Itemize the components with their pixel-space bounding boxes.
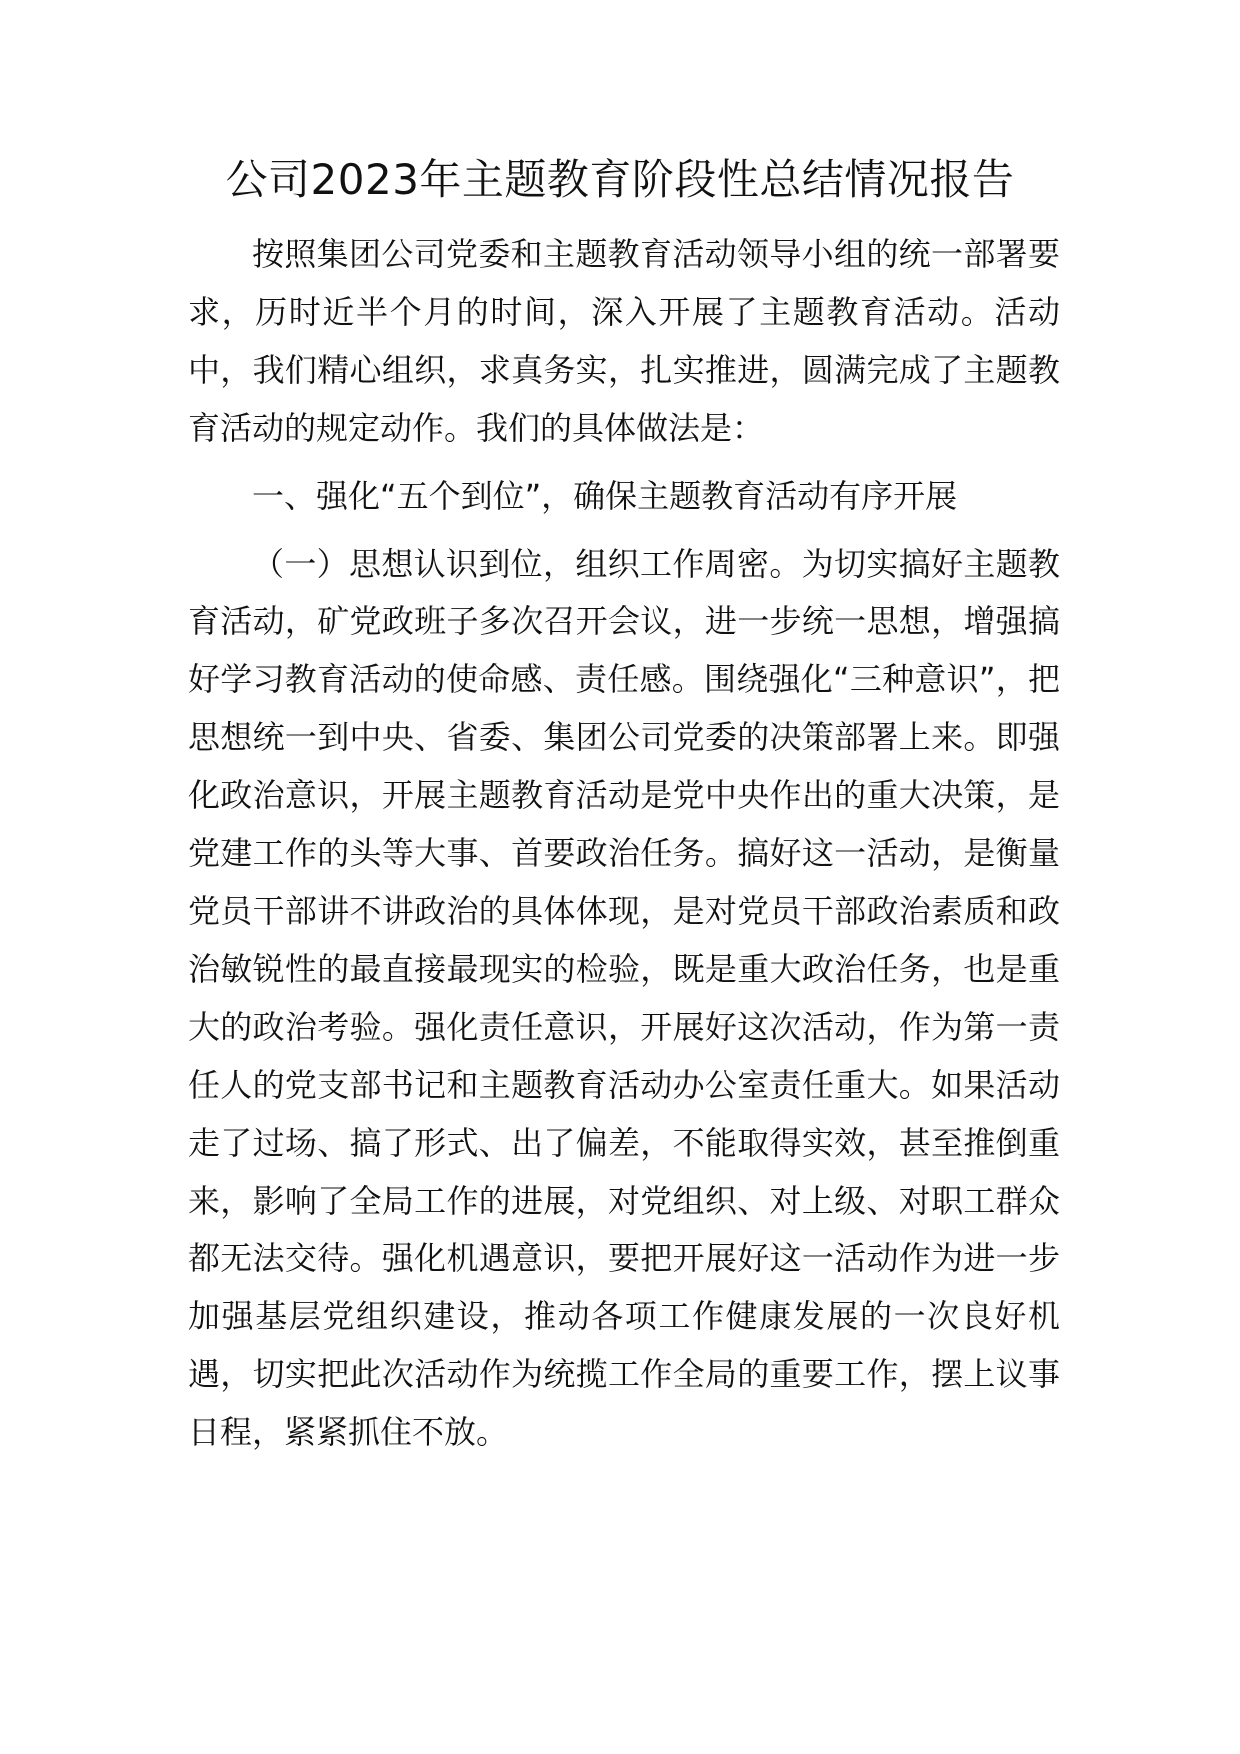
paragraph-gap [188, 526, 1060, 536]
document-title: 公司2023年主题教育阶段性总结情况报告 [225, 155, 1015, 204]
section-heading: 一、强化“五个到位”，确保主题教育活动有序开展 [252, 476, 958, 515]
intro-paragraph: 按照集团公司党委和主题教育活动领导小组的统一部署要求，历时近半个月的时间，深入开展了主题教育活动。活动中，我们精心组织，求真务实，扎实推进，圆满完成了主题教育活动的规定动作。我们的具体做法是： [188, 235, 1060, 447]
paragraph-gap [188, 458, 1060, 468]
section-paragraph: （一）思想认识到位，组织工作周密。为切实搞好主题教育活动，矿党政班子多次召开会议，进一步统一思想，增强搞好学习教育活动的使命感、责任感。围绕强化“三种意识”，把思想统一到中央、省委、集团公司党委的决策部署上来。即强化政治意识，开展主题教育活动是党中央作出的重大决策，是党建工作的头等大事、首要政治任务。搞好这一活动，是衡量党员干部讲不讲政治的具体体现，是对党员干部政治素质和政治敏锐性的最直接最现实的检验，既是重大政治任务，也是重大的政治考验。强化责任意识，开展好这次活动，作为第一责任人的党支部书记和主题教育活动办公室责任重大。如果活动走了过场、搞了形式、出了偏差，不能取得实效，甚至推倒重来，影响了全局工作的进展，对党组织、对上级、对职工群众都无法交待。强化机遇意识，要把开展好这一活动作为进一步加强基层党组织建设，推动各项工作健康发展的一次良好机遇，切实把此次活动作为统揽工作全局的重要工作，摆上议事日程，紧紧抓住不放。 [188, 544, 1060, 1452]
document-body [188, 226, 1060, 1462]
